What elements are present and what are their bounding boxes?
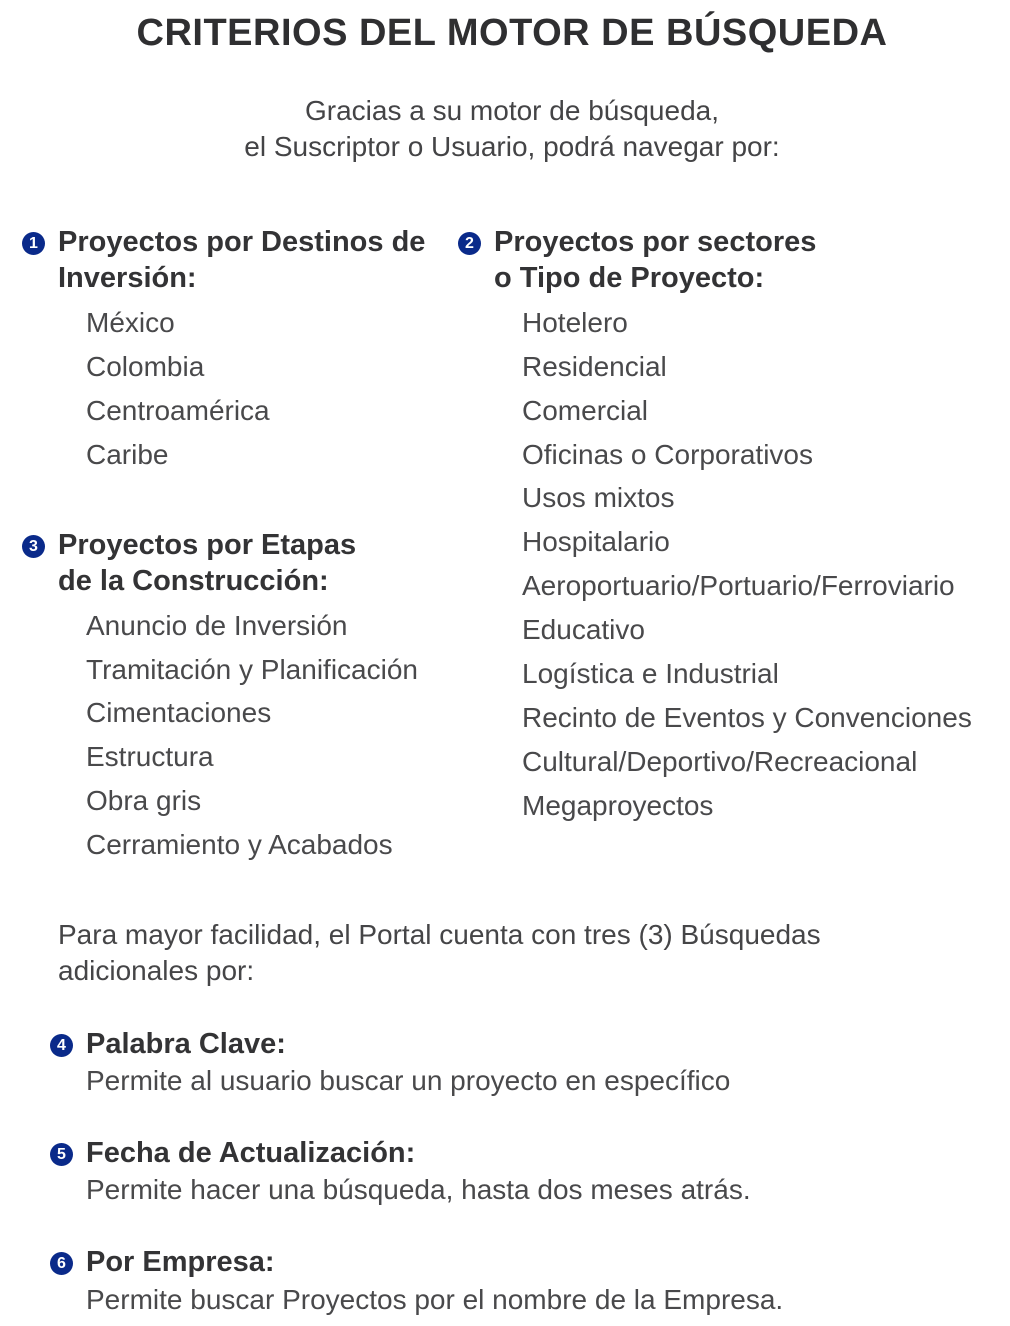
section-2-item: Hotelero (522, 307, 628, 338)
section-2-item: Recinto de Eventos y Convenciones (522, 702, 972, 733)
section-2-item: Usos mixtos (522, 482, 675, 513)
additional-intro-line-2: adicionales por: (58, 955, 255, 986)
number-badge-4: 4 (50, 1034, 73, 1057)
number-badge-6: 6 (50, 1252, 73, 1275)
section-6-heading: Por Empresa: (86, 1246, 275, 1278)
section-1-item: México (86, 307, 175, 338)
section-1-item: Caribe (86, 439, 169, 470)
section-2-heading-line-2: o Tipo de Proyecto: (494, 262, 765, 294)
section-1-heading-line-1: Proyectos por Destinos de (58, 226, 426, 258)
section-2-item: Educativo (522, 614, 645, 645)
section-3-item: Cimentaciones (86, 697, 272, 728)
section-4-heading: Palabra Clave: (86, 1028, 286, 1060)
section-2-item: Megaproyectos (522, 790, 714, 821)
section-2-item: Hospitalario (522, 526, 670, 557)
section-2-item: Comercial (522, 395, 649, 426)
section-2-item: Aeroportuario/Portuario/Ferroviario (522, 570, 955, 601)
section-4-description: Permite al usuario buscar un proyecto en específico (86, 1065, 731, 1096)
number-badge-1: 1 (22, 232, 45, 255)
section-1-item: Colombia (86, 351, 205, 382)
section-3-heading-line-2: de la Construcción: (58, 565, 329, 597)
intro-line-1: Gracias a su motor de búsqueda, (304, 95, 719, 126)
section-5-description: Permite hacer una búsqueda, hasta dos meses atrás. (86, 1174, 751, 1205)
number-badge-5: 5 (50, 1143, 73, 1166)
number-badge-2: 2 (458, 232, 481, 255)
section-2-item: Oficinas o Corporativos (522, 439, 814, 470)
section-6-description: Permite buscar Proyectos por el nombre de la Empresa. (86, 1284, 784, 1315)
section-1-heading-line-2: Inversión: (58, 262, 197, 294)
page-title: CRITERIOS DEL MOTOR DE BÚSQUEDA (136, 12, 888, 54)
section-2-item: Logística e Industrial (522, 658, 779, 689)
intro-line-2: el Suscriptor o Usuario, podrá navegar por: (244, 131, 780, 162)
section-2-item: Residencial (522, 351, 667, 382)
section-3-item: Tramitación y Planificación (86, 654, 418, 685)
section-3-heading-line-1: Proyectos por Etapas (58, 529, 357, 561)
section-2-item: Cultural/Deportivo/Recreacional (522, 746, 918, 777)
section-5-heading: Fecha de Actualización: (86, 1137, 416, 1169)
additional-intro-line-1: Para mayor facilidad, el Portal cuenta con tres (3) Búsquedas (58, 919, 821, 950)
section-3-item: Estructura (86, 741, 214, 772)
section-3-item: Anuncio de Inversión (86, 610, 348, 641)
number-badge-3: 3 (22, 535, 45, 558)
section-3-item: Obra gris (86, 785, 202, 816)
section-1-item: Centroamérica (86, 395, 270, 426)
section-3-item: Cerramiento y Acabados (86, 829, 393, 860)
section-2-heading-line-1: Proyectos por sectores (494, 226, 817, 258)
